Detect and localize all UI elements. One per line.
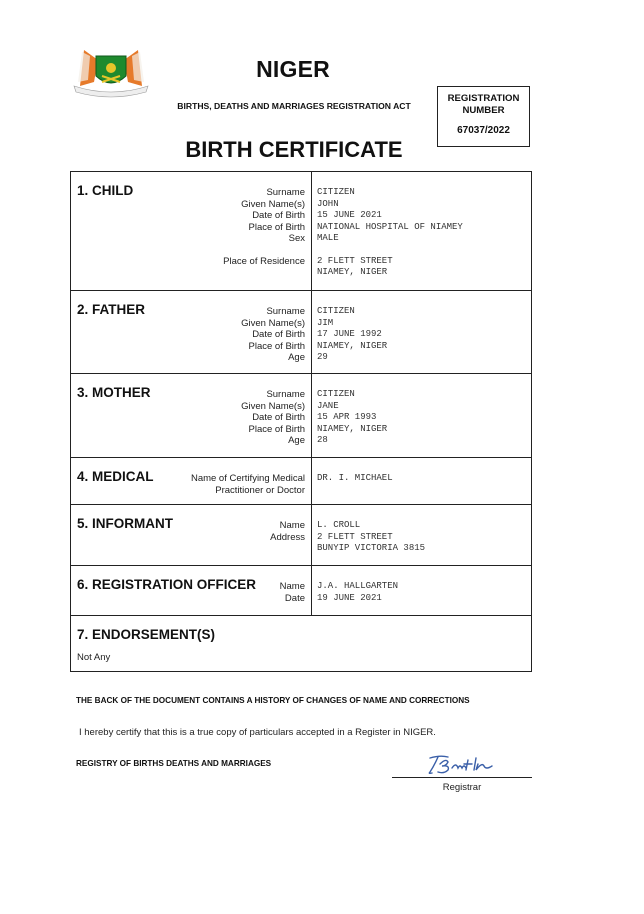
value-place-of-birth: NATIONAL HOSPITAL OF NIAMEY [317, 221, 463, 232]
field-labels [241, 389, 305, 447]
label-given-names: Given Name(s) [241, 198, 305, 210]
value-surname: CITIZEN [317, 187, 355, 197]
label-surname: Surname [266, 389, 305, 400]
registration-act: BIRTHS, DEATHS AND MARRIAGES REGISTRATION ACT [177, 101, 411, 111]
field-labels [280, 581, 305, 604]
section-registration-officer [71, 566, 531, 616]
value-doctor-name: DR. I. MICHAEL [317, 473, 393, 483]
label-place-of-residence: Place of Residence [223, 255, 305, 267]
section-heading: 4. MEDICAL [77, 469, 154, 484]
value-sex: MALE [317, 233, 339, 243]
value-surname: CITIZEN [317, 306, 355, 316]
value-name: J.A. HALLGARTEN [317, 581, 399, 591]
signature-line [392, 777, 532, 778]
field-values [317, 306, 387, 364]
section-heading: 5. INFORMANT [77, 516, 173, 531]
column-divider [311, 172, 312, 290]
value-residence-line1: 2 FLETT STREET [317, 255, 393, 266]
label-place-of-birth: Place of Birth [248, 221, 305, 233]
registrar-signature [426, 754, 498, 776]
section-child [71, 172, 531, 291]
section-heading: 6. REGISTRATION OFFICER [77, 577, 257, 592]
value-residence-line2: NIAMEY, NIGER [317, 267, 388, 277]
section-heading: 7. ENDORSEMENT(S) [77, 627, 216, 642]
registration-label [438, 93, 529, 117]
registration-label-line2: NUMBER [462, 105, 505, 116]
field-values [317, 473, 393, 485]
value-place-of-birth: NIAMEY, NIGER [317, 423, 388, 434]
label-surname: Surname [266, 306, 305, 317]
field-labels [223, 187, 305, 267]
label-name: Name [279, 520, 305, 531]
label-date: Date [284, 592, 305, 604]
section-informant [71, 505, 531, 566]
niger-coat-of-arms-icon [70, 42, 152, 100]
label-certifying-line2: Practitioner or Doctor [215, 484, 305, 496]
value-place-of-birth: NIAMEY, NIGER [317, 340, 388, 351]
label-date-of-birth: Date of Birth [252, 210, 305, 221]
label-address: Address [270, 531, 305, 543]
document-title: BIRTH CERTIFICATE [185, 137, 403, 162]
value-given-names: JIM [317, 317, 334, 328]
label-age: Age [288, 352, 305, 363]
registrar-label: Registrar [442, 782, 482, 793]
value-age: 28 [317, 435, 328, 445]
section-mother [71, 374, 531, 458]
registration-number-box [437, 86, 530, 147]
label-certifying-line1: Name of Certifying Medical [190, 473, 305, 484]
label-date-of-birth: Date of Birth [252, 412, 305, 423]
label-place-of-birth: Place of Birth [248, 423, 305, 435]
value-date: 19 JUNE 2021 [317, 592, 382, 603]
certification-statement: I hereby certify that this is a true copy of particulars accepted in a Register in NIGER. [79, 727, 436, 738]
registry-name: REGISTRY OF BIRTHS DEATHS AND MARRIAGES [76, 759, 272, 768]
value-date-of-birth: 15 APR 1993 [317, 412, 377, 422]
registration-number: 67037/2022 [457, 125, 510, 136]
registration-label-line1: REGISTRATION [447, 93, 520, 104]
value-name: L. CROLL [317, 520, 361, 530]
label-given-names: Given Name(s) [241, 400, 305, 412]
section-heading: 3. MOTHER [77, 385, 151, 400]
column-divider [311, 566, 312, 615]
label-age: Age [288, 435, 305, 446]
section-heading: 2. FATHER [77, 302, 146, 317]
label-date-of-birth: Date of Birth [252, 329, 305, 340]
label-name: Name [279, 581, 305, 592]
value-date-of-birth: 17 JUNE 1992 [317, 329, 382, 339]
value-date-of-birth: 15 JUNE 2021 [317, 210, 382, 220]
column-divider [311, 458, 312, 504]
value-given-names: JOHN [317, 198, 339, 209]
endorsement-note: Not Any [77, 652, 111, 663]
field-labels [270, 520, 305, 543]
field-values [317, 187, 463, 279]
value-surname: CITIZEN [317, 389, 355, 399]
label-given-names: Given Name(s) [241, 317, 305, 329]
field-values [317, 581, 398, 604]
back-of-document-note: THE BACK OF THE DOCUMENT CONTAINS A HISTORY OF CHANGES OF NAME AND CORRECTIONS [76, 696, 470, 705]
value-address-line1: 2 FLETT STREET [317, 531, 393, 542]
column-divider [311, 505, 312, 565]
section-heading: 1. CHILD [77, 183, 134, 198]
column-divider [311, 374, 312, 457]
field-values [317, 520, 425, 555]
value-age: 29 [317, 352, 328, 362]
field-labels [191, 473, 305, 496]
field-labels [241, 306, 305, 364]
column-divider [311, 291, 312, 373]
section-father [71, 291, 531, 374]
label-place-of-birth: Place of Birth [248, 340, 305, 352]
certificate-table [70, 171, 532, 672]
field-values [317, 389, 387, 447]
section-endorsements [71, 616, 531, 671]
label-sex: Sex [288, 233, 305, 244]
section-medical [71, 458, 531, 505]
label-surname: Surname [266, 187, 305, 198]
value-address-line2: BUNYIP VICTORIA 3815 [317, 543, 426, 553]
country-title: NIGER [256, 56, 330, 82]
value-given-names: JANE [317, 400, 339, 411]
